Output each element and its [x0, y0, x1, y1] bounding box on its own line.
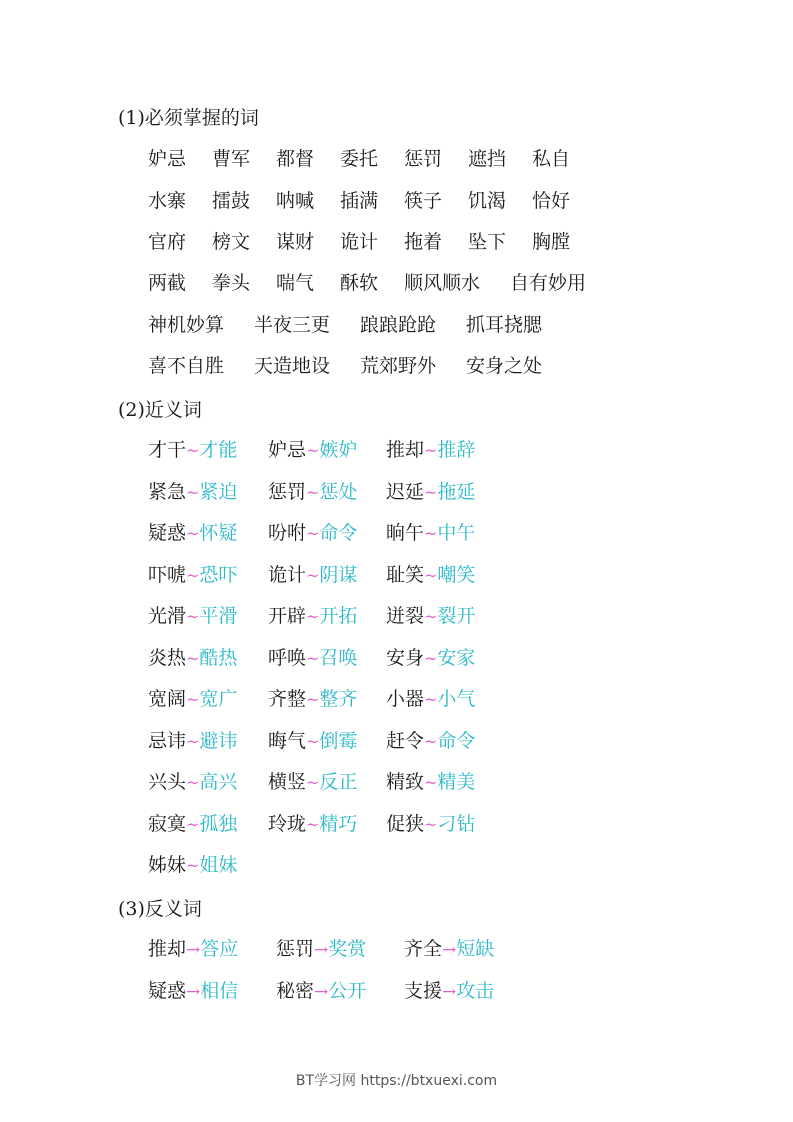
synonym-pair [386, 562, 475, 589]
vocab-word: 呐喊 [276, 190, 315, 212]
pair-separator: ~ [186, 524, 200, 543]
pair-answer: 推辞 [437, 439, 476, 461]
synonym-pair [268, 728, 357, 755]
synonym-pair [386, 811, 475, 838]
pair-answer: 精巧 [319, 813, 358, 835]
pair-word: 忌讳 [148, 730, 187, 752]
vocab-word: 都督 [276, 148, 315, 170]
vocab-word: 曹军 [212, 148, 251, 170]
pair-answer: 嫉妒 [319, 439, 358, 461]
vocab-word: 踉踉跄跄 [360, 314, 437, 336]
synonym-pair [386, 728, 475, 755]
pair-answer: 嘲笑 [437, 564, 476, 586]
pair-answer: 惩处 [319, 481, 358, 503]
antonym-pair [404, 978, 494, 1005]
synonym-pair [386, 686, 475, 713]
pair-answer: 孤独 [199, 813, 238, 835]
pair-separator: ~ [306, 732, 320, 751]
pair-answer: 命令 [319, 522, 358, 544]
pair-word: 晦气 [268, 730, 307, 752]
pair-word: 精致 [386, 771, 425, 793]
pair-word: 寂寞 [148, 813, 187, 835]
pair-answer: 拖延 [437, 481, 476, 503]
pair-word: 吓唬 [148, 564, 187, 586]
footer-watermark: BT学习网 https://btxuexi.com [295, 1073, 498, 1089]
pair-word: 宽阔 [148, 688, 187, 710]
vocab-word: 拖着 [404, 231, 443, 253]
pair-answer: 裂开 [437, 605, 476, 627]
pair-separator: ~ [306, 690, 320, 709]
vocab-word: 安身之处 [466, 355, 543, 377]
pair-answer: 才能 [199, 439, 238, 461]
pair-separator: → [186, 982, 201, 1002]
synonym-pair [268, 645, 357, 672]
pair-word: 晌午 [386, 522, 425, 544]
pair-word: 玲珑 [268, 813, 307, 835]
pair-word: 惩罚 [268, 481, 307, 503]
pair-separator: ~ [306, 524, 320, 543]
vocab-word: 自有妙用 [510, 272, 587, 294]
pair-answer: 小气 [437, 688, 476, 710]
synonym-pair [386, 769, 475, 796]
pair-answer: 阴谋 [319, 564, 358, 586]
vocab-word: 榜文 [212, 231, 251, 253]
synonym-pair [386, 603, 475, 630]
pair-separator: → [442, 940, 457, 960]
pair-separator: ~ [424, 732, 438, 751]
pair-answer: 平滑 [199, 605, 238, 627]
vocab-word: 遮挡 [468, 148, 507, 170]
pair-answer: 整齐 [319, 688, 358, 710]
vocab-word: 喘气 [276, 272, 315, 294]
vocab-word: 喜不自胜 [148, 355, 225, 377]
pair-answer: 相信 [200, 980, 239, 1002]
pair-word: 推却 [148, 938, 187, 960]
pair-answer: 倒霉 [319, 730, 358, 752]
pair-word: 妒忌 [268, 439, 307, 461]
synonym-pair [148, 769, 237, 796]
vocab-word: 私自 [532, 148, 571, 170]
pair-separator: ~ [186, 773, 200, 792]
synonym-pair [148, 728, 237, 755]
synonym-pair [268, 811, 357, 838]
pair-separator: ~ [186, 732, 200, 751]
synonym-pair [386, 645, 475, 672]
vocab-word: 擂鼓 [212, 190, 251, 212]
pair-answer: 姐妹 [199, 854, 238, 876]
pair-word: 迟延 [386, 481, 425, 503]
vocab-word: 委托 [340, 148, 379, 170]
synonym-pair [386, 479, 475, 506]
pair-word: 推却 [386, 439, 425, 461]
antonym-pair [404, 936, 494, 963]
pair-separator: ~ [424, 815, 438, 834]
vocab-word: 两截 [148, 272, 187, 294]
pair-answer: 攻击 [456, 980, 495, 1002]
synonym-pair [148, 811, 237, 838]
vocab-word: 筷子 [404, 190, 443, 212]
vocab-word: 神机妙算 [148, 314, 225, 336]
pair-word: 疑惑 [148, 522, 187, 544]
synonym-pair [148, 562, 237, 589]
synonym-pair [148, 603, 237, 630]
pair-answer: 紧迫 [199, 481, 238, 503]
pair-separator: ~ [186, 815, 200, 834]
vocab-word: 酥软 [340, 272, 379, 294]
pair-separator: ~ [186, 441, 200, 460]
synonym-pair [386, 437, 475, 464]
pair-separator: ~ [424, 607, 438, 626]
antonym-pair [148, 978, 238, 1005]
pair-answer: 开拓 [319, 605, 358, 627]
pair-word: 开辟 [268, 605, 307, 627]
pair-answer: 命令 [437, 730, 476, 752]
pair-word: 姊妹 [148, 854, 187, 876]
pair-separator: ~ [424, 690, 438, 709]
vocab-word: 天造地设 [254, 355, 331, 377]
pair-answer: 怀疑 [199, 522, 238, 544]
pair-answer: 中午 [437, 522, 476, 544]
vocab-word: 官府 [148, 231, 187, 253]
pair-word: 安身 [386, 647, 425, 669]
vocab-word: 插满 [340, 190, 379, 212]
synonym-pair [148, 479, 237, 506]
vocab-word: 顺风顺水 [404, 272, 481, 294]
vocab-word: 胸膛 [532, 231, 571, 253]
pair-word: 惩罚 [276, 938, 315, 960]
section-heading-required-words: (1)必须掌握的词 [118, 107, 259, 129]
pair-word: 紧急 [148, 481, 187, 503]
pair-separator: ~ [186, 856, 200, 875]
pair-answer: 反正 [319, 771, 358, 793]
pair-word: 横竖 [268, 771, 307, 793]
vocab-word: 拳头 [212, 272, 251, 294]
vocab-word: 抓耳挠腮 [466, 314, 543, 336]
pair-word: 迸裂 [386, 605, 425, 627]
pair-answer: 避讳 [199, 730, 238, 752]
section-heading-antonyms: (3)反义词 [118, 898, 202, 920]
pair-separator: ~ [306, 773, 320, 792]
synonym-pair [268, 479, 357, 506]
pair-answer: 宽广 [199, 688, 238, 710]
synonym-pair [268, 520, 357, 547]
pair-word: 光滑 [148, 605, 187, 627]
vocab-word: 半夜三更 [254, 314, 331, 336]
pair-word: 齐全 [404, 938, 443, 960]
pair-separator: ~ [424, 483, 438, 502]
synonym-pair [148, 437, 237, 464]
pair-separator: ~ [424, 649, 438, 668]
synonym-pair [268, 603, 357, 630]
pair-word: 赶令 [386, 730, 425, 752]
pair-answer: 短缺 [456, 938, 495, 960]
synonym-pair [148, 645, 237, 672]
pair-separator: ~ [306, 483, 320, 502]
pair-separator: → [442, 982, 457, 1002]
vocab-word: 妒忌 [148, 148, 187, 170]
pair-answer: 公开 [328, 980, 367, 1002]
pair-word: 疑惑 [148, 980, 187, 1002]
pair-answer: 恐吓 [199, 564, 238, 586]
synonym-pair [148, 686, 237, 713]
pair-answer: 高兴 [199, 771, 238, 793]
synonym-pair [148, 852, 237, 879]
synonym-pair [268, 686, 357, 713]
pair-separator: ~ [424, 524, 438, 543]
pair-separator: ~ [424, 441, 438, 460]
pair-answer: 奖赏 [328, 938, 367, 960]
pair-separator: → [314, 940, 329, 960]
pair-answer: 精美 [437, 771, 476, 793]
section-heading-synonyms: (2)近义词 [118, 399, 202, 421]
vocab-word: 惩罚 [404, 148, 443, 170]
synonym-pair [386, 520, 475, 547]
antonym-pair [276, 936, 366, 963]
pair-word: 秘密 [276, 980, 315, 1002]
pair-word: 支援 [404, 980, 443, 1002]
vocab-word: 饥渴 [468, 190, 507, 212]
antonym-pair [148, 936, 238, 963]
pair-word: 小器 [386, 688, 425, 710]
pair-separator: → [186, 940, 201, 960]
pair-separator: ~ [186, 607, 200, 626]
synonym-pair [268, 437, 357, 464]
pair-word: 呼唤 [268, 647, 307, 669]
pair-answer: 安家 [437, 647, 476, 669]
pair-answer: 酷热 [199, 647, 238, 669]
vocab-word: 诡计 [340, 231, 379, 253]
pair-word: 耻笑 [386, 564, 425, 586]
pair-separator: ~ [306, 566, 320, 585]
pair-separator: → [314, 982, 329, 1002]
synonym-pair [148, 520, 237, 547]
pair-word: 炎热 [148, 647, 187, 669]
pair-word: 齐整 [268, 688, 307, 710]
pair-separator: ~ [186, 483, 200, 502]
pair-word: 吩咐 [268, 522, 307, 544]
pair-answer: 召唤 [319, 647, 358, 669]
pair-separator: ~ [186, 566, 200, 585]
pair-separator: ~ [186, 690, 200, 709]
vocab-word: 谋财 [276, 231, 315, 253]
pair-answer: 刁钻 [437, 813, 476, 835]
pair-word: 促狭 [386, 813, 425, 835]
vocab-word: 坠下 [468, 231, 507, 253]
pair-word: 才干 [148, 439, 187, 461]
synonym-pair [268, 769, 357, 796]
pair-word: 诡计 [268, 564, 307, 586]
pair-separator: ~ [306, 815, 320, 834]
synonym-pair [268, 562, 357, 589]
pair-separator: ~ [424, 773, 438, 792]
pair-separator: ~ [306, 649, 320, 668]
pair-separator: ~ [186, 649, 200, 668]
pair-answer: 答应 [200, 938, 239, 960]
pair-separator: ~ [306, 441, 320, 460]
vocab-word: 恰好 [532, 190, 571, 212]
pair-separator: ~ [424, 566, 438, 585]
pair-word: 兴头 [148, 771, 187, 793]
antonym-pair [276, 978, 366, 1005]
pair-separator: ~ [306, 607, 320, 626]
vocab-word: 荒郊野外 [360, 355, 437, 377]
vocab-word: 水寨 [148, 190, 187, 212]
